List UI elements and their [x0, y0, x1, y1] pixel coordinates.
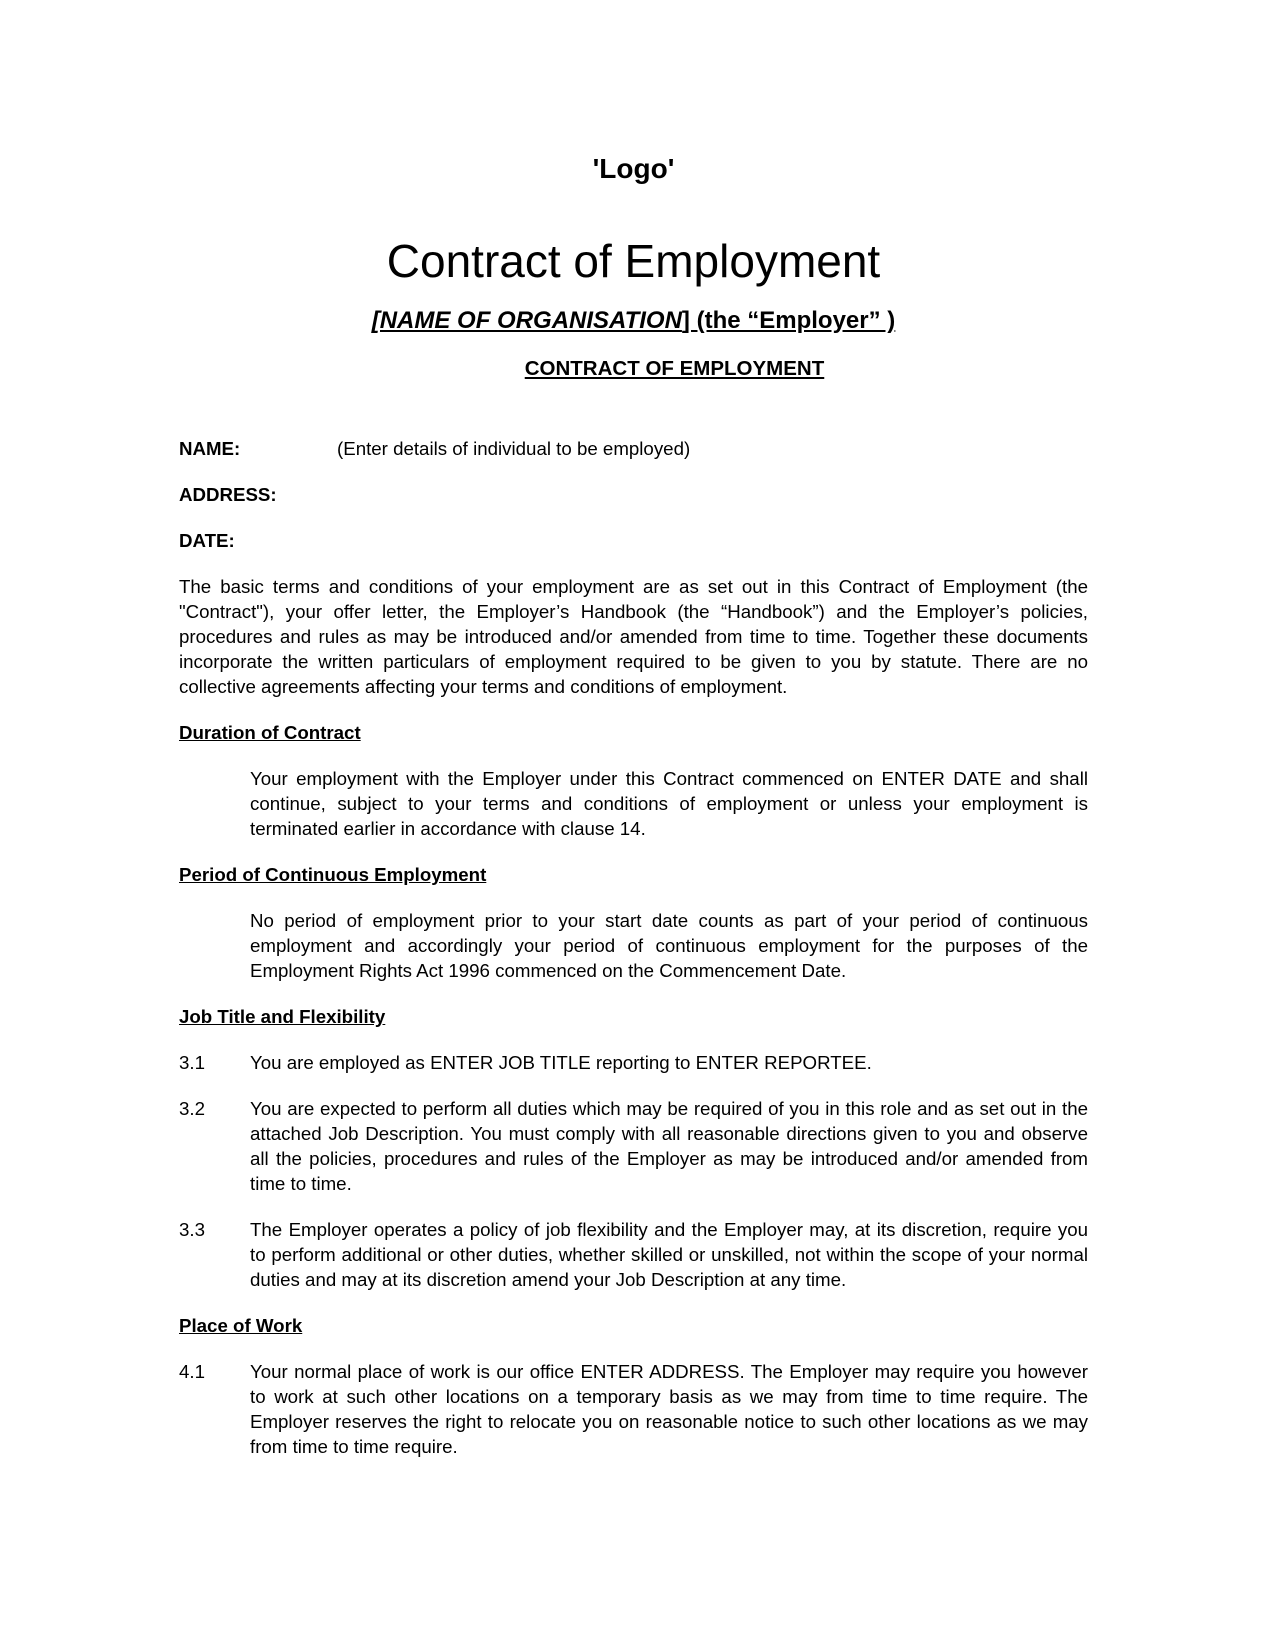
name-label: NAME: [179, 438, 241, 459]
detail-fields [179, 436, 1088, 553]
document-title: Contract of Employment [386, 235, 881, 287]
clause-number: 3.1 [179, 1052, 205, 1073]
contract-subtitle: CONTRACT OF EMPLOYMENT [524, 357, 825, 380]
continuous-employment-paragraph: No period of employment prior to your start date counts as part of your period of continuous employment and accordingly your period of continuous employment for the purposes of the Employment Rights Act 1996 commenced on the Commencement Date. [250, 910, 1088, 981]
section-heading-duration: Duration of Contract [179, 722, 361, 743]
date-label: DATE: [179, 530, 235, 551]
field-row-name [179, 436, 1088, 461]
intro-paragraph: The basic terms and conditions of your employment are as set out in this Contract of Employment (the "Contract"), your offer letter, the Employer’s Handbook (the “Handbook”) and the Employer’s policies, procedures and rules as may be introduced and/or amended from time to time. Together these documents incorporate the written particulars of employment required to be given to you by statute. There are no collective agreements affecting your terms and conditions of employment. [179, 576, 1088, 697]
section-heading-continuous-employment: Period of Continuous Employment [179, 864, 487, 885]
logo-placeholder-text: 'Logo' [592, 153, 675, 184]
address-label: ADDRESS: [179, 484, 277, 505]
clause-text: Your normal place of work is our office ENTER ADDRESS. The Employer may require you however to work at such other locations on a temporary basis as we may from time to time require. The Employer reserves the right to relocate you on reasonable notice to such other locations as we may from time to time require. [250, 1361, 1088, 1457]
organisation-line [179, 306, 1088, 335]
clause-text: The Employer operates a policy of job flexibility and the Employer may, at its discretion, require you to perform additional or other duties, whether skilled or unskilled, not within the scope of your normal duties and may at its discretion amend your Job Description at any time. [250, 1219, 1088, 1290]
employer-designation: ] (the “Employer” ) [681, 307, 896, 334]
section-heading-place-of-work: Place of Work [179, 1315, 303, 1336]
section-heading-job-title: Job Title and Flexibility [179, 1006, 386, 1027]
clause-4-1 [179, 1359, 1088, 1459]
clause-number: 4.1 [179, 1361, 205, 1382]
clause-3-2 [179, 1096, 1088, 1196]
clause-number: 3.2 [179, 1098, 205, 1119]
duration-paragraph: Your employment with the Employer under this Contract commenced on ENTER DATE and shall continue, subject to your terms and conditions of employment or unless your employment is terminated earlier in accordance with clause 14. [250, 768, 1088, 839]
clause-text: You are employed as ENTER JOB TITLE reporting to ENTER REPORTEE. [250, 1052, 872, 1073]
name-value: (Enter details of individual to be employed) [337, 438, 691, 459]
clause-text: You are expected to perform all duties which may be required of you in this role and as set out in the attached Job Description. You must comply with all reasonable directions given to you and observe all the policies, procedures and rules of the Employer as may be introduced and/or amended from time to time. [250, 1098, 1088, 1194]
clause-3-1 [179, 1050, 1088, 1075]
organisation-name-placeholder: [NAME OF ORGANISATION [371, 307, 682, 334]
clause-number: 3.3 [179, 1219, 205, 1240]
field-row-address [179, 482, 1088, 507]
clause-3-3 [179, 1217, 1088, 1292]
field-row-date [179, 528, 1088, 553]
